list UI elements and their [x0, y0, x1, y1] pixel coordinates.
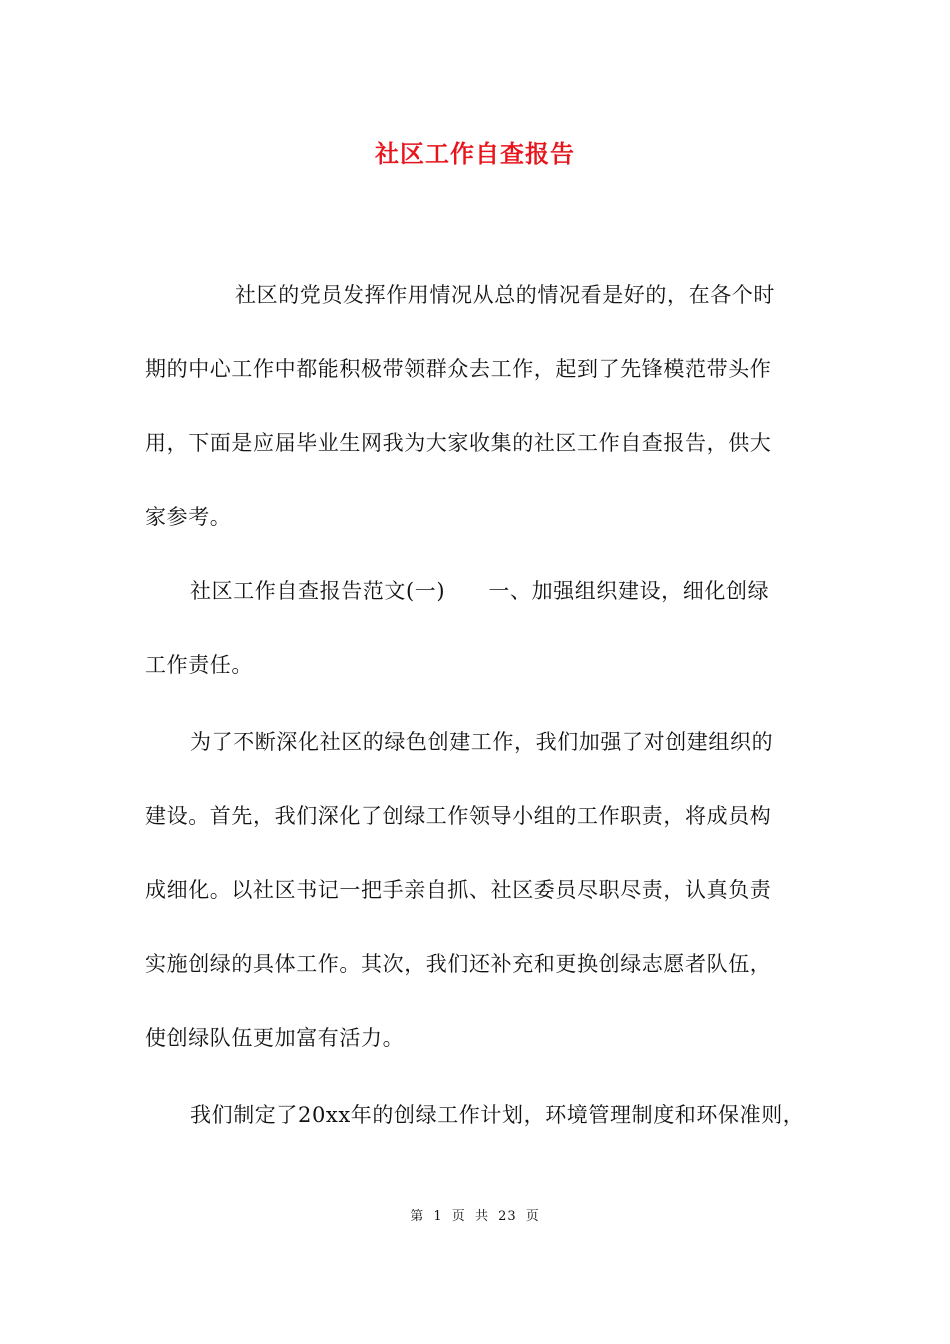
body-line-12: 我们制定了20xx年的创绿工作计划，环境管理制度和环保准则，	[190, 1103, 805, 1127]
page-footer	[0, 1208, 950, 1226]
body-line-3: 用，下面是应届毕业生网我为大家收集的社区工作自查报告，供大	[145, 431, 772, 455]
body-line-9: 成细化。以社区书记一把手亲自抓、社区委员尽职尽责，认真负责	[145, 878, 772, 902]
body-line-2: 期的中心工作中都能积极带领群众去工作，起到了先锋模范带头作	[145, 357, 772, 381]
footer-total-pages: 23	[498, 1209, 517, 1224]
footer-mid2: 共	[474, 1209, 489, 1224]
body-line-7: 为了不断深化社区的绿色创建工作，我们加强了对创建组织的	[190, 730, 774, 754]
body-line-10: 实施创绿的具体工作。其次，我们还补充和更换创绿志愿者队伍，	[145, 952, 772, 976]
body-line-4: 家参考。	[145, 505, 232, 529]
footer-prefix: 第	[410, 1209, 425, 1224]
footer-suffix: 页	[525, 1209, 540, 1224]
body-line-11: 使创绿队伍更加富有活力。	[145, 1026, 405, 1050]
document-title: 社区工作自查报告	[375, 139, 575, 168]
body-line-6: 工作责任。	[145, 653, 253, 677]
body-line-5: 社区工作自查报告范文(一) 一、加强组织建设，细化创绿	[190, 579, 770, 603]
footer-mid1: 页	[451, 1209, 466, 1224]
body-line-8: 建设。首先，我们深化了创绿工作领导小组的工作职责，将成员构	[145, 804, 772, 828]
footer-current-page: 1	[433, 1209, 443, 1224]
body-line-1: 社区的党员发挥作用情况从总的情况看是好的，在各个时	[235, 283, 775, 307]
